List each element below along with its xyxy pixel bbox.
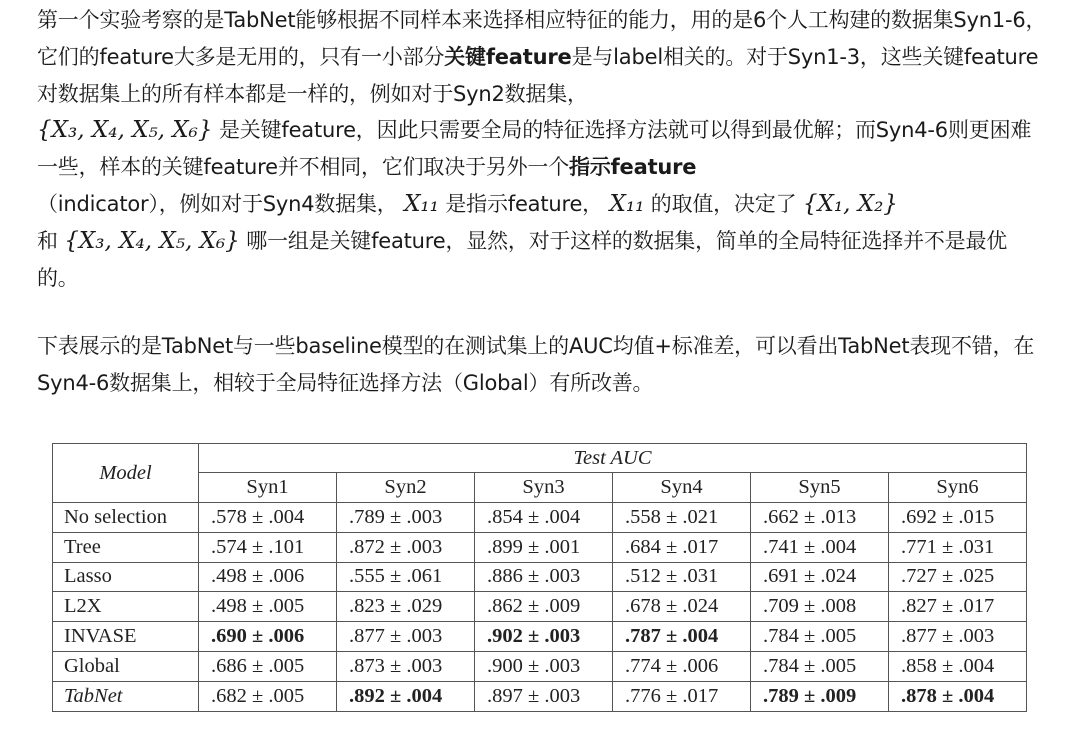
auc-value-cell: .854 ± .004 [475, 503, 613, 533]
auc-value-cell: .784 ± .005 [751, 651, 889, 681]
auc-value-cell: .498 ± .005 [199, 592, 337, 622]
auc-value-cell: .771 ± .031 [889, 532, 1027, 562]
auc-value-cell: .902 ± .003 [475, 622, 613, 652]
auc-value-cell: .709 ± .008 [751, 592, 889, 622]
auc-value-cell: .877 ± .003 [337, 622, 475, 652]
column-header-syn4: Syn4 [613, 473, 751, 503]
text-segment: 第一个实验考察的是TabNet能够根据不同样本来选择相应特征的能力，用的是6个人工构建的数据集Syn1-6，它们的feature大多是无用的，只有一小部分 [37, 8, 1047, 69]
auc-value-cell: .727 ± .025 [889, 562, 1027, 592]
auc-value-cell: .684 ± .017 [613, 532, 751, 562]
auc-value-cell: .774 ± .006 [613, 651, 751, 681]
text-segment: 是指示feature， [438, 191, 603, 216]
math-set-x3-x6: {X₃, X₄, X₅, X₆} [37, 117, 213, 144]
model-name-cell: No selection [53, 503, 199, 533]
auc-value-cell: .558 ± .021 [613, 503, 751, 533]
auc-value-cell: .789 ± .003 [337, 503, 475, 533]
math-x11: X₁₁ [609, 190, 645, 217]
bold-indicator-feature: 指示feature [569, 155, 697, 180]
column-header-syn1: Syn1 [199, 473, 337, 503]
auc-value-cell: .878 ± .004 [889, 681, 1027, 711]
auc-value-cell: .692 ± .015 [889, 503, 1027, 533]
results-table-container [52, 443, 1026, 712]
text-segment: 哪一组是关键feature，显然，对于这样的数据集，简单的全局特征选择并不是最优的。 [37, 228, 1008, 290]
math-x11: X₁₁ [404, 190, 439, 217]
text-segment: （indicator），例如对于Syn4数据集， [37, 191, 398, 216]
model-name-cell: Lasso [53, 562, 199, 592]
model-name-cell: TabNet [53, 681, 199, 711]
table-row [53, 592, 1027, 622]
auc-value-cell: .787 ± .004 [613, 622, 751, 652]
model-name-cell: INVASE [53, 622, 199, 652]
bold-key-feature: 关键feature [444, 44, 572, 69]
auc-value-cell: .827 ± .017 [889, 592, 1027, 622]
auc-value-cell: .823 ± .029 [337, 592, 475, 622]
auc-value-cell: .555 ± .061 [337, 562, 475, 592]
auc-value-cell: .512 ± .031 [613, 562, 751, 592]
column-header-syn6: Syn6 [889, 473, 1027, 503]
auc-value-cell: .574 ± .101 [199, 532, 337, 562]
auc-value-cell: .862 ± .009 [475, 592, 613, 622]
auc-value-cell: .691 ± .024 [751, 562, 889, 592]
auc-value-cell: .741 ± .004 [751, 532, 889, 562]
model-header: Model [53, 444, 199, 503]
paragraph-table-intro: 下表展示的是TabNet与一些baseline模型的在测试集上的AUC均值+标准差，可以看出TabNet表现不错，在Syn4-6数据集上，相较于全局特征选择方法（Global）有所改善。 [37, 334, 1035, 396]
auc-value-cell: .897 ± .003 [475, 681, 613, 711]
auc-value-cell: .776 ± .017 [613, 681, 751, 711]
auc-value-cell: .498 ± .006 [199, 562, 337, 592]
column-header-syn5: Syn5 [751, 473, 889, 503]
auc-value-cell: .858 ± .004 [889, 651, 1027, 681]
test-auc-header: Test AUC [199, 444, 1027, 473]
auc-value-cell: .662 ± .013 [751, 503, 889, 533]
table-row [53, 532, 1027, 562]
table-row [53, 503, 1027, 533]
auc-value-cell: .877 ± .003 [889, 622, 1027, 652]
text-segment: 和 [37, 228, 65, 253]
auc-value-cell: .886 ± .003 [475, 562, 613, 592]
table-row [53, 622, 1027, 652]
table-row [53, 681, 1027, 711]
table-row [53, 562, 1027, 592]
model-name-cell: Tree [53, 532, 199, 562]
text-segment: 是关键feature，因此只需要全局的特征选择方法就可以得到最优解；而Syn4-6则更困难一些，样本的关键feature并不相同，它们取决于另外一个 [37, 118, 1032, 180]
math-set-x3-x6: {X₃, X₄, X₅, X₆} [64, 227, 240, 254]
auc-value-cell: .690 ± .006 [199, 622, 337, 652]
auc-value-cell: .686 ± .005 [199, 651, 337, 681]
auc-value-cell: .578 ± .004 [199, 503, 337, 533]
model-name-cell: L2X [53, 592, 199, 622]
auc-value-cell: .678 ± .024 [613, 592, 751, 622]
column-header-syn3: Syn3 [475, 473, 613, 503]
model-name-cell: Global [53, 651, 199, 681]
test-auc-table [52, 443, 1027, 712]
math-set-x1-x2: {X₁, X₂} [802, 190, 898, 217]
table-row [53, 651, 1027, 681]
auc-value-cell: .892 ± .004 [337, 681, 475, 711]
text-segment: 的取值，决定了 [644, 191, 803, 216]
auc-value-cell: .873 ± .003 [337, 651, 475, 681]
auc-value-cell: .900 ± .003 [475, 651, 613, 681]
article-body [37, 2, 1047, 402]
auc-value-cell: .789 ± .009 [751, 681, 889, 711]
auc-value-cell: .872 ± .003 [337, 532, 475, 562]
text-segment: 是与label相关的。对于Syn1-3，这些关键feature对数据集上的所有样本都是一样的，例如对于Syn2数据集， [37, 44, 1039, 106]
auc-value-cell: .784 ± .005 [751, 622, 889, 652]
paragraph-synthetic-datasets [37, 2, 1047, 296]
column-header-syn2: Syn2 [337, 473, 475, 503]
auc-value-cell: .682 ± .005 [199, 681, 337, 711]
auc-value-cell: .899 ± .001 [475, 532, 613, 562]
